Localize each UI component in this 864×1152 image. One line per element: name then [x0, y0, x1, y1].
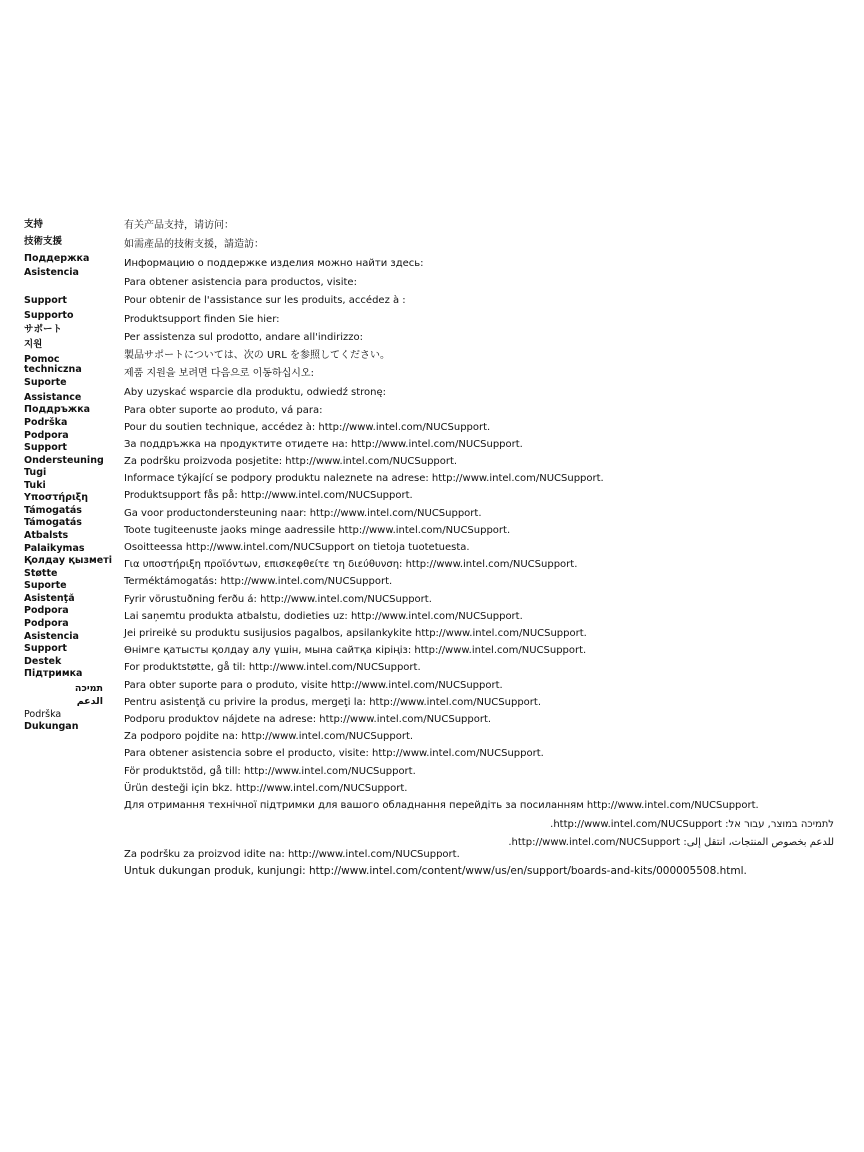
label-latvian: Atbalsts	[24, 530, 69, 541]
support-line: Za podporo pojdite na: http://www.intel.com/NUCSupport.	[124, 731, 414, 742]
support-line: 有关产品支持，请访问：	[124, 220, 234, 231]
label-korean: 지원	[24, 339, 43, 350]
label-hebrew: תמיכה	[74, 683, 103, 694]
support-line: 製品サポートについては、次の URL を参照してください。	[124, 350, 390, 361]
support-line: Jei prireikė su produktu susijusios pagalbos, apsilankykite http://www.intel.com/NUCSupport.	[124, 628, 587, 639]
support-line: Ürün desteği için bkz. http://www.intel.com/NUCSupport.	[124, 783, 408, 794]
support-line: Өнімге қатысты қолдау алу үшін, мына сайтқа кіріңіз: http://www.intel.com/NUCSupport.	[124, 645, 587, 656]
label-greek: Υποστήριξη	[24, 492, 89, 503]
label-bulgarian: Поддръжка	[24, 404, 91, 415]
support-line: Для отримання технічної підтримки для вашого обладнання перейдіть за посиланням http://www.intel.com/NUCSupport.	[124, 800, 759, 811]
label-czech: Podpora	[24, 430, 69, 441]
support-line: Ga voor productondersteuning naar: http://www.intel.com/NUCSupport.	[124, 508, 482, 519]
label-dutch: Ondersteuning	[24, 455, 104, 466]
support-line: Para obter suporte ao produto, vá para:	[124, 405, 323, 416]
support-line: Pour obtenir de l'assistance sur les produits, accédez à :	[124, 295, 406, 306]
support-line: Produktsupport fås på: http://www.intel.com/NUCSupport.	[124, 490, 413, 501]
label-croatian: Podrška	[24, 417, 68, 428]
label-chinese-traditional: 技術支援	[24, 236, 63, 247]
support-line: За поддръжка на продуктите отидете на: http://www.intel.com/NUCSupport.	[124, 439, 523, 450]
label-spanish: Asistencia	[24, 267, 79, 278]
label-portuguese-pt: Suporte	[24, 580, 67, 591]
support-line: Информацию о поддержке изделия можно найти здесь:	[124, 258, 424, 269]
support-line: Podporu produktov nájdete na adrese: http://www.intel.com/NUCSupport.	[124, 714, 492, 725]
label-lithuanian: Palaikymas	[24, 543, 85, 554]
label-serbian: Podrška	[24, 709, 62, 720]
support-line: Toote tugiteenuste jaoks minge aadressile http://www.intel.com/NUCSupport.	[124, 525, 511, 536]
label-danish: Support	[24, 442, 67, 453]
label-arabic: الدعم	[76, 696, 103, 707]
support-line: 如需產品的技術支援，請造訪：	[124, 239, 264, 250]
label-finnish: Tuki	[24, 480, 46, 491]
support-line: Para obtener asistencia sobre el producto, visite: http://www.intel.com/NUCSupport.	[124, 748, 544, 759]
support-line: Za podršku za proizvod idite na: http://www.intel.com/NUCSupport.	[124, 849, 460, 860]
support-line: 제품 지원을 보려면 다음으로 이동하십시오:	[124, 368, 314, 379]
label-turkish: Destek	[24, 656, 62, 667]
label-japanese: サポート	[24, 324, 63, 335]
support-line: Osoitteessa http://www.intel.com/NUCSupport on tietoja tuotetuesta.	[124, 542, 470, 553]
support-line-rtl: للدعم بخصوص المنتجات، انتقل إلى: http://www.intel.com/NUCSupport.	[508, 837, 834, 848]
label-spanish-2: Asistencia	[24, 631, 79, 642]
label-indonesian: Dukungan	[24, 721, 79, 732]
support-line: Per assistenza sul prodotto, andare all'indirizzo:	[124, 332, 363, 343]
support-line: Pour du soutien technique, accédez à: http://www.intel.com/NUCSupport.	[124, 422, 491, 433]
support-line: Aby uzyskać wsparcie dla produktu, odwiedź stronę:	[124, 387, 387, 398]
support-line: Produktsupport finden Sie hier:	[124, 314, 280, 325]
label-icelandic: Támogatás	[24, 517, 82, 528]
support-line: Terméktámogatás: http://www.intel.com/NUCSupport.	[124, 576, 393, 587]
label-chinese-simplified: 支持	[24, 219, 44, 230]
label-hungarian: Támogatás	[24, 505, 82, 516]
label-kazakh: Қолдау қызметі	[24, 555, 112, 566]
label-romanian: Asistenţă	[24, 593, 75, 604]
label-english: Support	[24, 295, 67, 306]
label-portuguese-br: Suporte	[24, 377, 67, 388]
support-line-rtl: לתמיכה במוצר, עבור אל: http://www.intel.com/NUCSupport.	[550, 819, 834, 830]
support-line: Για υποστήριξη προϊόντων, επισκεφθείτε τη διεύθυνση: http://www.intel.com/NUCSupport.	[124, 559, 578, 570]
support-line: Informace týkající se podpory produktu naleznete na adrese: http://www.intel.com/NUCSupport.	[124, 473, 604, 484]
support-line: Za podršku proizvoda posjetite: http://www.intel.com/NUCSupport.	[124, 456, 458, 467]
support-line: För produktstöd, gå till: http://www.intel.com/NUCSupport.	[124, 766, 416, 777]
label-norwegian: Støtte	[24, 568, 58, 579]
support-line: Fyrir vörustuðning ferðu á: http://www.intel.com/NUCSupport.	[124, 594, 432, 605]
support-line: Untuk dukungan produk, kunjungi: http://www.intel.com/content/www/us/en/support/boards-and-kits/000005508.html.	[124, 865, 747, 877]
label-ukrainian: Підтримка	[24, 668, 83, 679]
support-line: Para obter suporte para o produto, visite http://www.intel.com/NUCSupport.	[124, 680, 503, 691]
label-russian: Поддержка	[24, 253, 90, 264]
label-french: Assistance	[24, 392, 82, 403]
label-slovenian: Podpora	[24, 618, 69, 629]
support-line: For produktstøtte, gå til: http://www.intel.com/NUCSupport.	[124, 662, 421, 673]
support-line: Para obtener asistencia para productos, visite:	[124, 277, 357, 288]
support-line: Lai saņemtu produkta atbalstu, dodieties uz: http://www.intel.com/NUCSupport.	[124, 611, 523, 622]
label-swedish: Support	[24, 643, 67, 654]
support-line: Pentru asistenţă cu privire la produs, mergeţi la: http://www.intel.com/NUCSupport.	[124, 697, 542, 708]
label-polish: Pomoc techniczna	[24, 354, 82, 375]
label-estonian: Tugi	[24, 467, 47, 478]
label-slovak: Podpora	[24, 605, 69, 616]
label-italian: Supporto	[24, 310, 74, 321]
